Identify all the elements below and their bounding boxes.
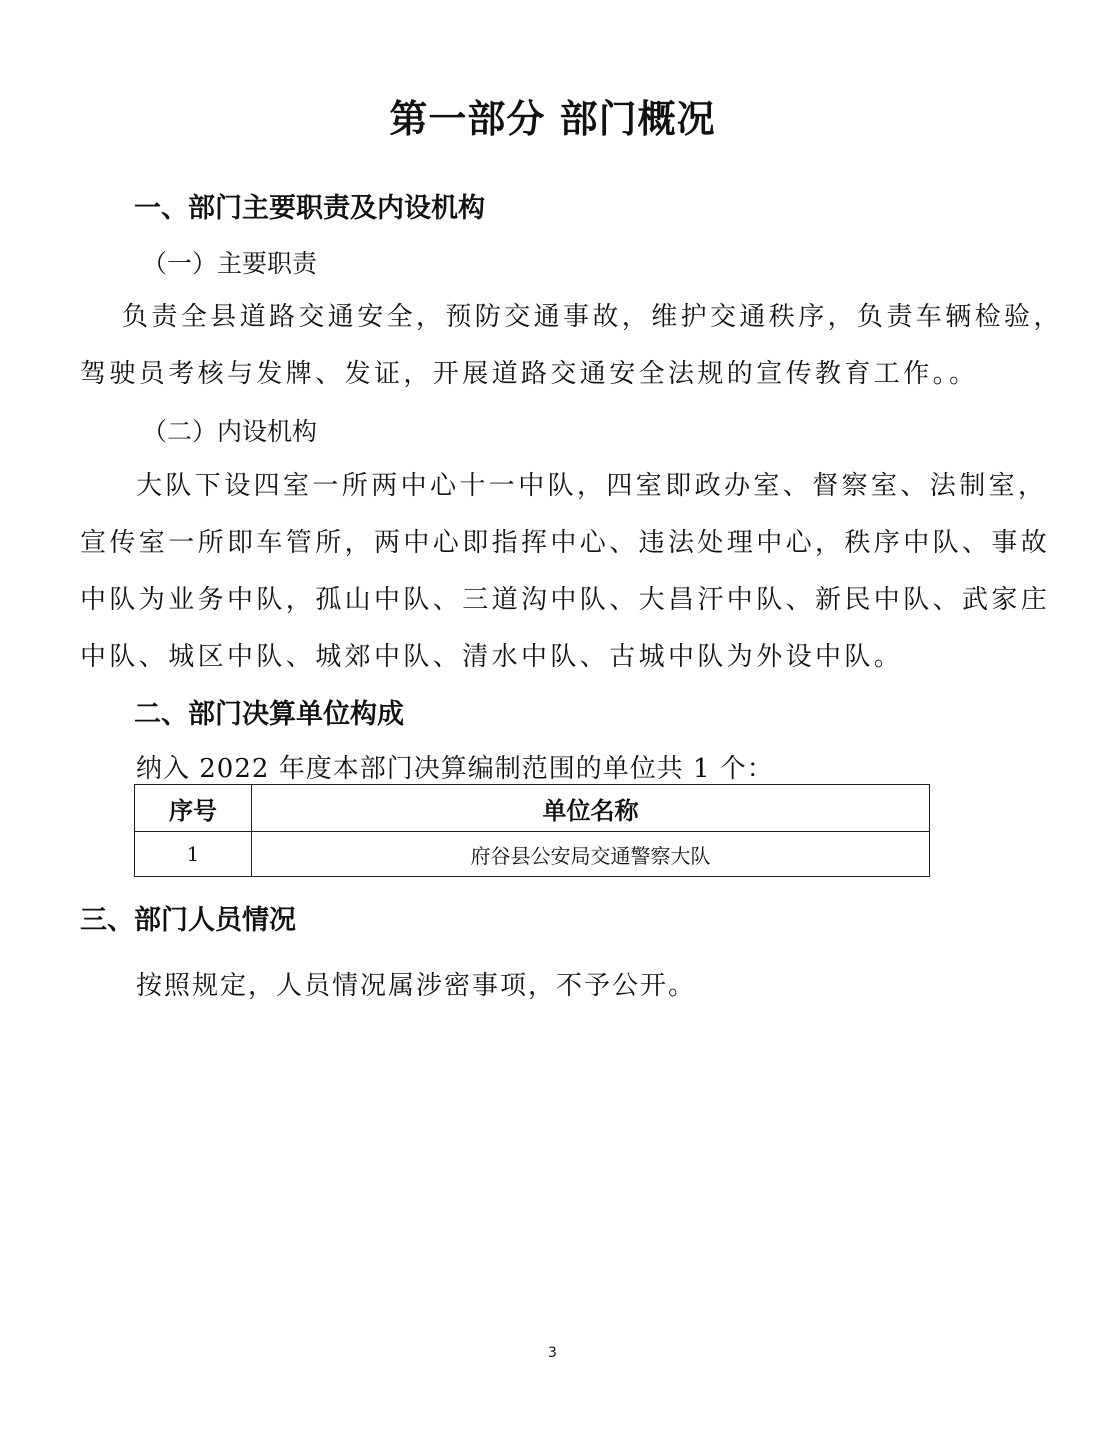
section2-heading: 二、部门决算单位构成 (134, 699, 404, 730)
page-title: 第一部分 部门概况 (389, 97, 716, 141)
table-cell-index: 1 (135, 832, 252, 877)
table-cell-unit-name: 府谷县公安局交通警察大队 (252, 832, 930, 877)
section1-heading: 一、部门主要职责及内设机构 (134, 193, 485, 224)
paragraph-line: 驾驶员考核与发牌、发证，开展道路交通安全法规的宣传教育工作。。 (80, 359, 979, 389)
responsibilities-paragraph (80, 289, 1063, 403)
section3-text: 按照规定，人员情况属涉密事项，不予公开。 (136, 971, 697, 1001)
paragraph-line: 负责全县道路交通安全，预防交通事故，维护交通秩序，负责车辆检验， (122, 302, 1063, 332)
organization-paragraph (80, 458, 1051, 686)
page-number: 3 (548, 1345, 557, 1361)
paragraph-line: 宣传室一所即车管所，两中心即指挥中心、违法处理中心，秩序中队、事故 (80, 528, 1051, 558)
section1-sub2-heading: （二）内设机构 (142, 417, 318, 446)
table-row (135, 832, 930, 877)
paragraph-line: 中队、城区中队、城郊中队、清水中队、古城中队为外设中队。 (80, 642, 904, 672)
paragraph-line: 中队为业务中队，孤山中队、三道沟中队、大昌汗中队、新民中队、武家庄 (80, 585, 1051, 615)
units-table (134, 784, 930, 877)
section2-intro: 纳入 2022 年度本部门决算编制范围的单位共 1 个： (136, 754, 774, 784)
column-header-unit-name: 单位名称 (252, 785, 930, 832)
column-header-index: 序号 (135, 785, 252, 832)
table-header-row (135, 785, 930, 832)
paragraph-line: 大队下设四室一所两中心十一中队，四室即政办室、督察室、法制室， (136, 471, 1048, 501)
section3-heading: 三、部门人员情况 (80, 905, 296, 936)
section1-sub1-heading: （一）主要职责 (142, 249, 318, 278)
